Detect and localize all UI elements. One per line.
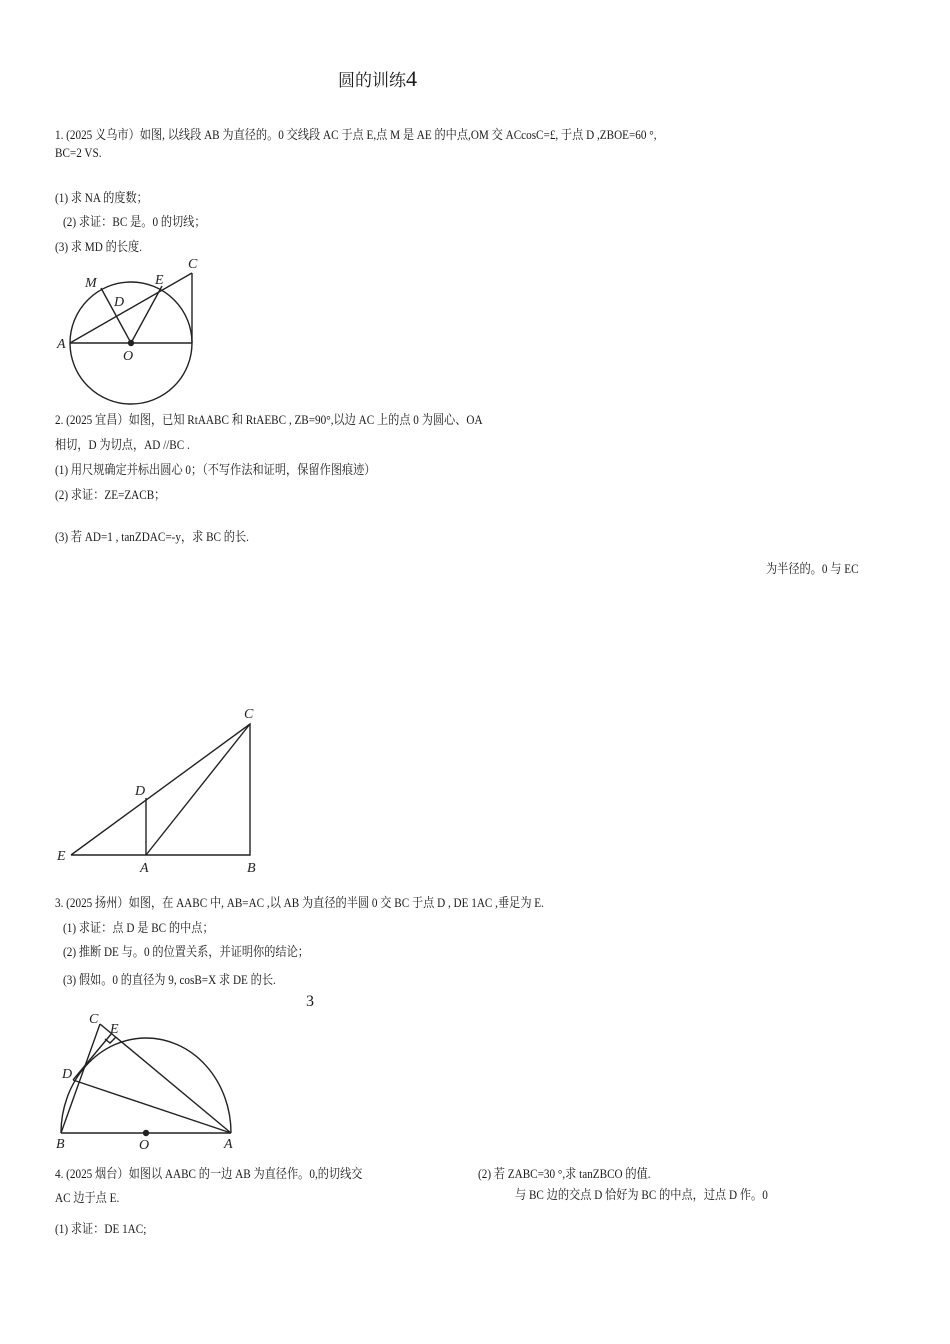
q1-label-C: C bbox=[188, 257, 198, 272]
q3-label-D: D bbox=[62, 1067, 73, 1082]
q2-part3: (3) 若 AD=1 , tanZDAC=-y，求 BC 的长. bbox=[55, 529, 249, 544]
q4-stem-line2: AC 边于点 E. bbox=[55, 1190, 120, 1205]
q3-right-angle-mark bbox=[105, 1037, 116, 1043]
q3-part3: (3) 假如。0 的直径为 9, cosB=X 求 DE 的长. bbox=[63, 972, 276, 987]
q2-part1: (1) 用尺规确定并标出圆心 0；（不写作法和证明，保留作图痕迹） bbox=[55, 462, 376, 477]
title-text: 圆的训练 bbox=[338, 71, 406, 90]
q3-label-A: A bbox=[224, 1137, 233, 1152]
q2-label-D: D bbox=[135, 784, 146, 799]
q2-label-B: B bbox=[247, 861, 256, 876]
q3-label-E: E bbox=[110, 1022, 119, 1037]
q2-stem-line1: 2. (2025 宜昌）如图，已知 RtAABC 和 RtAEBC , ZB=90°,以边 AC 上的点 0 为圆心、OA bbox=[55, 412, 483, 427]
q1-label-O: O bbox=[123, 349, 134, 364]
q4-part1: (1) 求证：DE 1AC; bbox=[55, 1221, 147, 1236]
q1-stem-line1: 1. (2025 义乌市）如图, 以线段 AB 为直径的。0 交线段 AC 于点 E,点 M 是 AE 的中点,OM 交 ACcosC=£, 于点 D ,ZBOE=60 °, bbox=[55, 127, 657, 142]
q3-label-B: B bbox=[56, 1137, 65, 1152]
q1-part3: (3) 求 MD 的长度. bbox=[55, 239, 142, 254]
q2-stem-line2: 相切，D 为切点，AD //BC . bbox=[55, 437, 190, 452]
q3-part2: (2) 推断 DE 与。0 的位置关系，并证明你的结论； bbox=[63, 944, 309, 959]
q2-part2: (2) 求证：ZE=ZACB； bbox=[55, 487, 166, 502]
title-number: 4 bbox=[406, 66, 417, 91]
q1-stem-line2: BC=2 VS. bbox=[55, 145, 102, 160]
q1-part1: (1) 求 NA 的度数； bbox=[55, 190, 148, 205]
q1-label-M: M bbox=[85, 276, 97, 291]
q3-center-dot bbox=[144, 1131, 149, 1136]
q3-label-O: O bbox=[139, 1138, 150, 1153]
page-number: 3 bbox=[306, 993, 314, 1010]
q3-semicircle bbox=[61, 1038, 231, 1133]
q2-label-C: C bbox=[244, 707, 254, 722]
q4-stem-line1: 4. (2025 烟台）如图以 AABC 的一边 AB 为直径作。0,的切线交 bbox=[55, 1166, 363, 1181]
q2-stem-continuation: 为半径的。0 与 EC bbox=[766, 561, 859, 576]
q1-label-A: A bbox=[57, 337, 66, 352]
q3-label-C: C bbox=[89, 1012, 99, 1027]
q1-label-E: E bbox=[155, 273, 164, 288]
q2-label-A: A bbox=[140, 861, 149, 876]
q2-label-E: E bbox=[57, 849, 66, 864]
q3-segment-AD bbox=[73, 1080, 231, 1133]
q1-label-D: D bbox=[114, 295, 125, 310]
q4-stem-continuation: 与 BC 边的交点 D 恰好为 BC 的中点，过点 D 作。0 bbox=[515, 1187, 768, 1202]
q4-part2: (2) 若 ZABC=30 °,求 tanZBCO 的值. bbox=[478, 1166, 651, 1181]
q1-part2: (2) 求证：BC 是。0 的切线； bbox=[63, 214, 206, 229]
q3-part1: (1) 求证：点 D 是 BC 的中点； bbox=[63, 920, 214, 935]
q3-stem-line1: 3. (2025 扬州）如图，在 AABC 中, AB=AC ,以 AB 为直径的半圆 0 交 BC 于点 D , DE 1AC ,垂足为 E. bbox=[55, 895, 544, 910]
